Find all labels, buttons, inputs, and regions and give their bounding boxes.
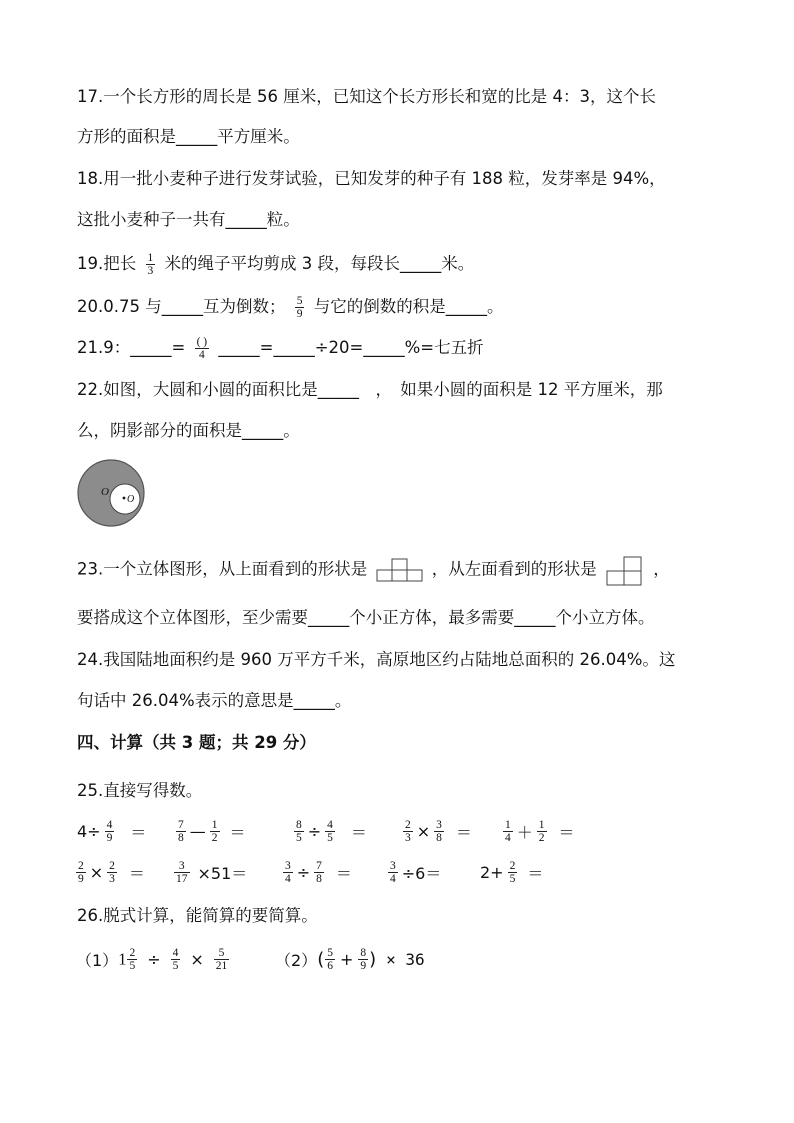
tail: × 36 [386, 949, 425, 969]
q20-pre: 20.0.75 与_____互为倒数； [77, 297, 286, 316]
numerator: 1 [211, 818, 218, 831]
equals: ＝ [455, 822, 472, 842]
operator: × [190, 949, 204, 969]
q25-r2c2 [170, 859, 247, 885]
q25-r1c4 [399, 818, 472, 844]
q17-line2: 方形的面积是_____平方厘米。 [77, 127, 300, 146]
q26-title: 26.脱式计算，能简算的要简算。 [77, 906, 318, 925]
numerator: 2 [405, 818, 411, 831]
equals: ＝ [335, 863, 352, 883]
q22-line1: 22.如图，大圆和小圆的面积比是_____ ， 如果小圆的面积是 12 平方厘米，那 [77, 380, 663, 399]
q26-part1 [76, 944, 233, 974]
operator: × [89, 862, 104, 882]
q21-fraction [195, 336, 210, 361]
q26-part2 [275, 944, 425, 974]
operator: ÷ [307, 821, 322, 841]
operator: — [189, 821, 206, 841]
small-circle-label: O [127, 494, 135, 505]
denominator: 17 [176, 872, 188, 885]
numerator: 2 [109, 859, 115, 872]
q25-r1c1 [77, 818, 146, 844]
numerator: 4 [327, 818, 333, 831]
operator: ＋ [516, 822, 533, 842]
q23-mid: ，从左面看到的形状是 [431, 559, 597, 579]
q25-title: 25.直接写得数。 [77, 781, 203, 800]
q24-line2: 句话中 26.04%表示的意思是_____。 [77, 691, 352, 710]
q21-pre: 21.9：_____= [77, 338, 186, 357]
denominator: 21 [215, 959, 228, 972]
numerator: 4 [172, 946, 179, 959]
prefix: 4÷ [77, 821, 101, 841]
q18-line2: 这批小麦种子一共有_____粒。 [77, 210, 300, 229]
q18-line1: 18.用一批小麦种子进行发芽试验，已知发芽的种子有 188 粒，发芽率是 94%， [77, 169, 666, 188]
prefix: 2+ [480, 862, 504, 882]
open-paren: ( [317, 948, 325, 970]
denominator: 4 [390, 872, 396, 885]
tail: ×51＝ [197, 863, 248, 883]
q21-post: _____=_____÷20=_____%=七五折 [218, 338, 484, 357]
q19-pre: 19.把长 [77, 254, 137, 273]
numerator: 1 [538, 818, 545, 831]
numerator: 4 [106, 818, 113, 831]
denominator: 4 [285, 872, 291, 885]
section-heading: 四、计算（共 3 题；共 29 分） [77, 733, 316, 752]
q25-r1c5 [499, 818, 575, 844]
numerator: 5 [327, 946, 333, 959]
numerator: 5 [296, 295, 303, 307]
denominator: 9 [106, 831, 113, 844]
part-label: （2） [275, 950, 318, 970]
q25-r2c4 [384, 859, 441, 885]
part-label: （1） [76, 950, 119, 970]
q25-r1c2 [172, 818, 246, 844]
numerator: 1 [505, 818, 511, 831]
denominator: 8 [178, 831, 184, 844]
tail: ÷6＝ [401, 863, 442, 883]
numerator: 1 [147, 252, 154, 264]
equals: ＝ [558, 822, 575, 842]
numerator: 3 [174, 860, 190, 873]
numerator: 7 [178, 818, 184, 831]
q23-line1 [77, 553, 670, 587]
numerator: 3 [390, 859, 396, 872]
q20-post: 与它的倒数的积是_____。 [313, 297, 504, 316]
numerator: 2 [78, 859, 84, 872]
top-view-figure [374, 557, 426, 583]
q25-r2c5 [480, 859, 543, 885]
q19-fraction [146, 252, 156, 277]
denominator: 2 [211, 831, 218, 844]
equals: ＝ [130, 822, 147, 842]
operator: + [339, 949, 354, 969]
denominator: 9 [78, 872, 84, 885]
q20-line [77, 295, 503, 320]
numerator: 8 [296, 818, 302, 831]
mixed-number [118, 947, 141, 972]
denominator: 3 [405, 831, 411, 844]
circle-figure [76, 458, 148, 528]
denominator: 5 [129, 959, 136, 972]
denominator: 3 [147, 265, 154, 277]
numerator: 3 [436, 818, 442, 831]
q19-line [77, 252, 474, 277]
big-circle-label: O [101, 486, 109, 498]
equals: ＝ [229, 822, 246, 842]
q22-line2: 么，阴影部分的面积是_____。 [77, 421, 300, 440]
q23-pre: 23.一个立体图形，从上面看到的形状是 [77, 559, 368, 579]
numerator: ( ) [196, 336, 208, 348]
small-center-dot [123, 497, 126, 500]
q21-line [77, 336, 484, 361]
equals: ＝ [350, 822, 367, 842]
denominator: 5 [327, 831, 333, 844]
numerator: 7 [316, 859, 322, 872]
numerator: 3 [285, 859, 291, 872]
denominator: 4 [198, 349, 205, 361]
denominator: 4 [505, 831, 511, 844]
operator: ÷ [296, 862, 311, 882]
denominator: 9 [296, 308, 303, 320]
q25-r1c3 [290, 818, 367, 844]
q23-post: ， [653, 559, 670, 579]
operator: × [416, 821, 431, 841]
q17-line1: 17.一个长方形的周长是 56 厘米，已知这个长方形长和宽的比是 4：3，这个长 [77, 87, 656, 106]
denominator: 9 [360, 959, 367, 972]
q19-post: 米的绳子平均剪成 3 段，每段长_____米。 [164, 254, 475, 273]
operator: ÷ [147, 949, 161, 969]
equals: ＝ [128, 863, 145, 883]
numerator: 5 [214, 947, 230, 960]
left-view-figure [603, 553, 647, 587]
denominator: 3 [109, 872, 115, 885]
q20-fraction [295, 295, 305, 320]
denominator: 2 [538, 831, 545, 844]
close-paren: ) [369, 948, 377, 970]
numerator: 8 [360, 946, 367, 959]
q24-line1: 24.我国陆地面积约是 960 万平方千米，高原地区约占陆地总面积的 26.04%。这 [77, 650, 676, 669]
denominator: 5 [296, 831, 302, 844]
denominator: 8 [316, 872, 322, 885]
denominator: 5 [509, 872, 516, 885]
q23-line2: 要搭成这个立体图形，至少需要_____个小正方体，最多需要_____个小立方体。 [77, 608, 655, 627]
numerator: 2 [129, 946, 136, 959]
q25-r2c1 [72, 859, 145, 885]
equals: ＝ [527, 863, 544, 883]
numerator: 2 [509, 859, 516, 872]
denominator: 6 [327, 959, 333, 972]
denominator: 5 [172, 959, 179, 972]
whole-part: 1 [118, 949, 127, 968]
small-circle [110, 484, 140, 514]
denominator: 8 [436, 831, 442, 844]
q25-r2c3 [279, 859, 352, 885]
